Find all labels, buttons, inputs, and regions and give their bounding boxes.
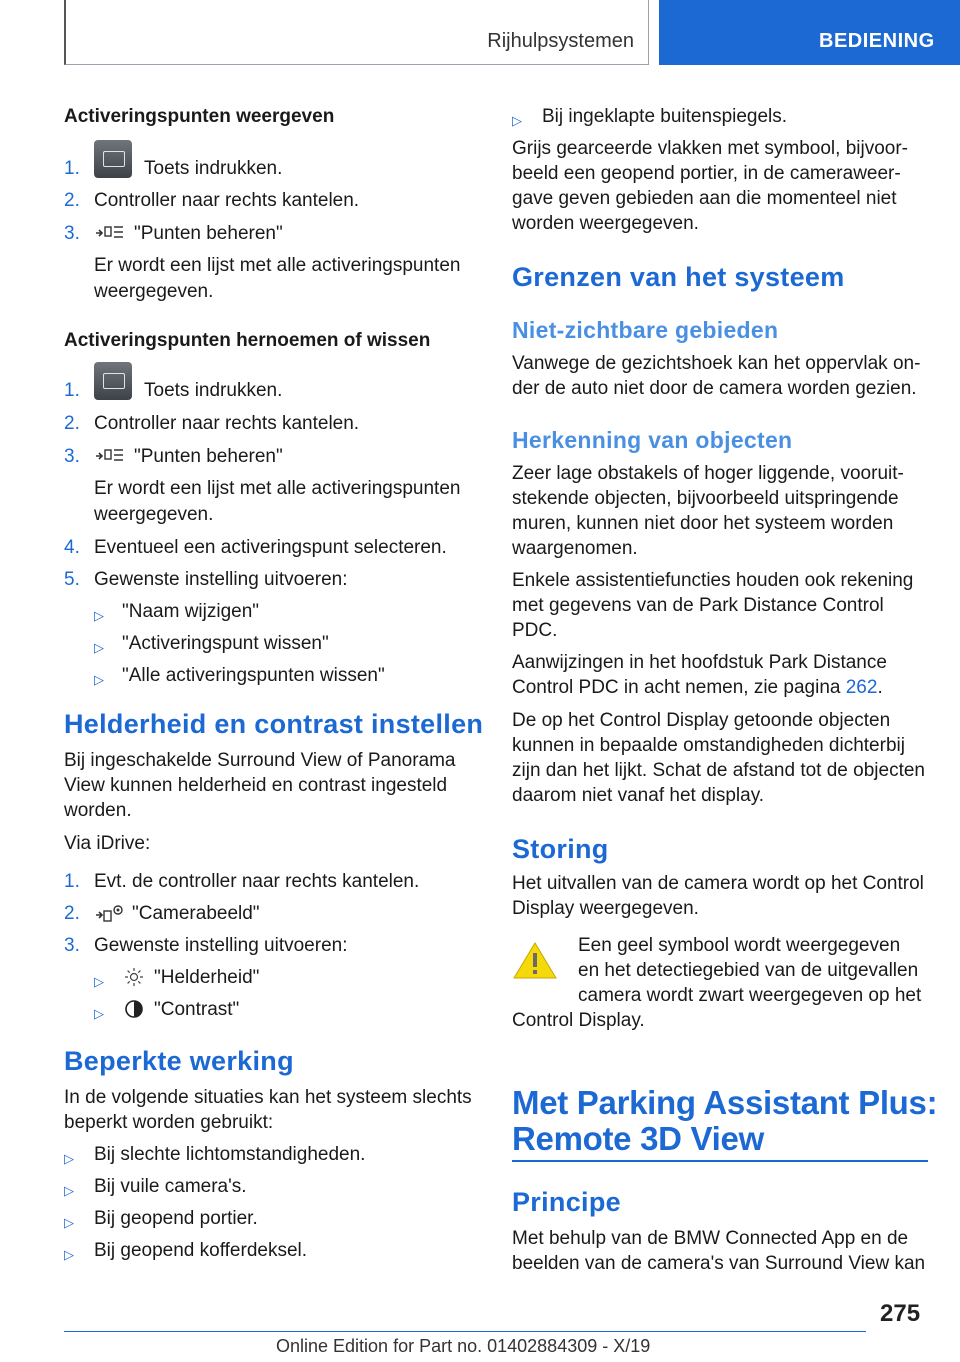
triangle-bullet-icon: ▷ bbox=[94, 608, 104, 623]
triangle-bullet-icon: ▷ bbox=[512, 113, 522, 128]
list-item: 1. Toets indrukken. bbox=[64, 140, 474, 180]
header-chapter-tab bbox=[659, 0, 960, 65]
note-line: weergegeven. bbox=[94, 281, 214, 302]
triangle-bullet-icon: ▷ bbox=[64, 1151, 74, 1166]
paragraph-line: worden weergegeven. bbox=[512, 213, 699, 234]
paragraph-line: Zeer lage obstakels of hoger liggende, vooruit- bbox=[512, 463, 904, 484]
heading-parking-assistant-line2: Remote 3D View bbox=[512, 1120, 764, 1157]
heading-limited-function: Beperkte werking bbox=[64, 1046, 294, 1076]
parking-view-button-icon bbox=[94, 140, 132, 178]
paragraph-line: PDC. bbox=[512, 620, 558, 641]
paragraph-line: Display weergegeven. bbox=[512, 898, 699, 919]
note-line: Er wordt een lijst met alle activeringspunten bbox=[94, 478, 461, 499]
paragraph-line: daarom niet vanaf het display. bbox=[512, 785, 765, 806]
page-reference-link[interactable]: 262 bbox=[845, 677, 878, 698]
paragraph-line: Het uitvallen van de camera wordt op het Control bbox=[512, 873, 924, 894]
paragraph-line: Vanwege de gezichtshoek kan het oppervlak on- bbox=[512, 353, 921, 374]
chapter-title: BEDIENING bbox=[819, 30, 935, 52]
triangle-bullet-icon: ▷ bbox=[94, 640, 104, 655]
paragraph-line: Aanwijzingen in het hoofdstuk Park Distance bbox=[512, 652, 887, 673]
paragraph-line: beperkt worden gebruikt: bbox=[64, 1112, 274, 1133]
paragraph-line: De op het Control Display getoonde objecten bbox=[512, 710, 891, 731]
paragraph-line: Control Display. bbox=[512, 1010, 645, 1031]
paragraph-line: muren, kunnen niet door het systeem worden bbox=[512, 513, 894, 534]
paragraph-line: gave geven gebieden aan die momenteel niet bbox=[512, 188, 897, 209]
contrast-icon bbox=[124, 999, 144, 1019]
heading-invisible-areas: Niet-zichtbare gebieden bbox=[512, 317, 779, 343]
paragraph-line: Bij ingeschakelde Surround View of Panorama bbox=[64, 750, 456, 771]
manage-points-icon bbox=[94, 446, 124, 466]
page-number: 275 bbox=[880, 1300, 921, 1327]
paragraph-line: Met behulp van de BMW Connected App en de bbox=[512, 1228, 909, 1249]
triangle-bullet-icon: ▷ bbox=[64, 1247, 74, 1262]
brightness-icon bbox=[124, 967, 144, 987]
heading-brightness: Helderheid en contrast instellen bbox=[64, 709, 484, 739]
paragraph-line: met gegevens van de Park Distance Control bbox=[512, 595, 884, 616]
parking-view-button-icon bbox=[94, 362, 132, 400]
paragraph-line: en het detectiegebied van de uitgevallen bbox=[578, 960, 919, 981]
triangle-bullet-icon: ▷ bbox=[94, 1006, 104, 1021]
paragraph-line: waargenomen. bbox=[512, 538, 638, 559]
paragraph-line: In de volgende situaties kan het systeem slechts bbox=[64, 1087, 472, 1108]
paragraph-line: camera wordt zwart weergegeven op het bbox=[578, 985, 922, 1006]
footer-divider bbox=[64, 1331, 866, 1332]
heading-parking-assistant: Met Parking Assistant Plus: bbox=[512, 1084, 938, 1121]
triangle-bullet-icon: ▷ bbox=[94, 672, 104, 687]
paragraph-line: stekende objecten, bijvoorbeeld uitspringende bbox=[512, 488, 899, 509]
triangle-bullet-icon: ▷ bbox=[64, 1215, 74, 1230]
paragraph-line: View kunnen helderheid en contrast ingesteld bbox=[64, 775, 448, 796]
paragraph-line: zijn dan het lijkt. Schat de afstand tot de objecten bbox=[512, 760, 925, 781]
paragraph-line: Een geel symbool wordt weergegeven bbox=[578, 935, 901, 956]
heading-principle: Principe bbox=[512, 1187, 621, 1217]
triangle-bullet-icon: ▷ bbox=[94, 974, 104, 989]
paragraph-line: Control PDC in acht nemen, zie pagina 262. bbox=[512, 677, 883, 698]
paragraph-line: beeld een geopend portier, in de cameraweer- bbox=[512, 163, 901, 184]
manage-points-icon bbox=[94, 223, 124, 243]
heading-show-points: Activeringspunten weergeven bbox=[64, 106, 335, 127]
list-item: 1. Toets indrukken. bbox=[64, 362, 474, 402]
heading-rename-points: Activeringspunten hernoemen of wissen bbox=[64, 330, 431, 351]
paragraph-line: Enkele assistentiefuncties houden ook rekening bbox=[512, 570, 914, 591]
header-section-tab bbox=[64, 0, 649, 65]
footer-edition: Online Edition for Part no. 01402884309 - X/19 bbox=[276, 1336, 651, 1356]
camera-settings-icon bbox=[94, 903, 124, 923]
heading-system-limits: Grenzen van het systeem bbox=[512, 262, 845, 292]
paragraph-line: Via iDrive: bbox=[64, 833, 151, 854]
warning-triangle-icon bbox=[512, 940, 558, 980]
paragraph-line: worden. bbox=[64, 800, 132, 821]
note-line: weergegeven. bbox=[94, 504, 214, 525]
section-divider bbox=[512, 1160, 928, 1162]
heading-fault: Storing bbox=[512, 834, 609, 864]
paragraph-line: kunnen in bepaalde omstandigheden dichterbij bbox=[512, 735, 905, 756]
paragraph-line: beelden van de camera's van Surround View kan bbox=[512, 1253, 926, 1274]
paragraph-line: der de auto niet door de camera worden gezien. bbox=[512, 378, 917, 399]
paragraph-line: Grijs gearceerde vlakken met symbool, bijvoor- bbox=[512, 138, 908, 159]
note-line: Er wordt een lijst met alle activeringspunten bbox=[94, 255, 461, 276]
triangle-bullet-icon: ▷ bbox=[64, 1183, 74, 1198]
heading-object-detection: Herkenning van objecten bbox=[512, 427, 793, 453]
section-title: Rijhulpsystemen bbox=[487, 30, 634, 52]
